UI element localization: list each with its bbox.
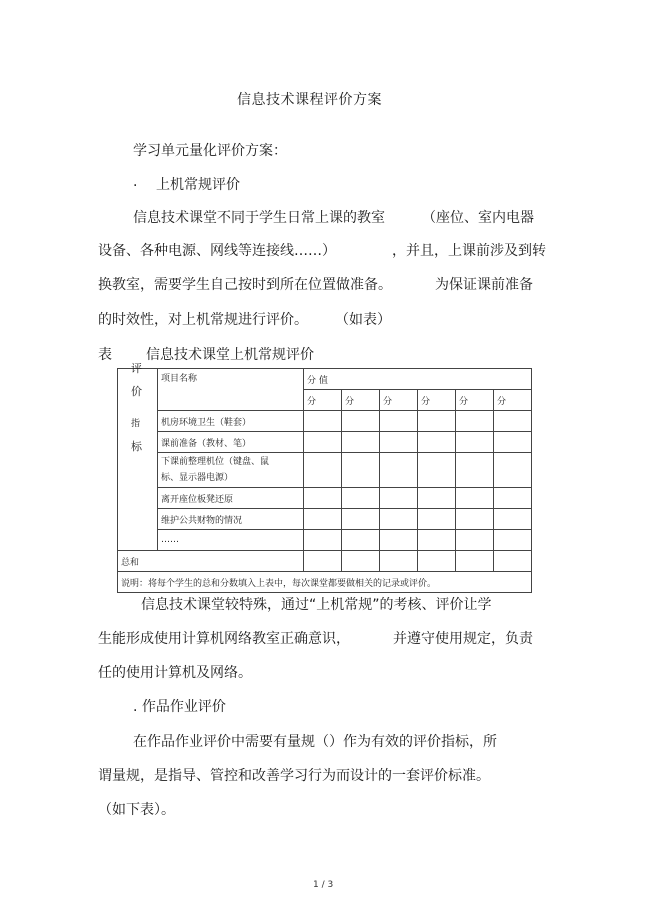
score-unit-cell: 分 [304,390,342,411]
para2-line3: 任的使用计算机及网络。 [98,665,252,681]
row-item-name: 离开座位板凳还原 [158,488,304,509]
para1-line2b: ，并且，上课前涉及到转 [392,243,546,259]
row-item-line: 下课前整理机位（键盘、鼠 [161,457,270,467]
total-row [118,551,532,572]
side-label-char: 价 [131,385,142,398]
total-label: 总和 [118,551,304,572]
table-row [118,411,532,432]
score-unit-cell: 分 [456,390,494,411]
table-row [118,488,532,509]
para1-line2a: 设备、各种电源、网线等连接线……） [98,243,336,259]
side-label-char: 指 [131,419,141,429]
section-heading: 学习单元量化评价方案： [133,143,287,159]
page-number: 1 / 3 [313,880,334,890]
table-row [118,432,532,453]
para1-line1a: 信息技术课堂不同于学生日常上课的教室 [133,210,385,226]
table-caption-prefix: 表 [98,347,112,363]
subsection-heading-1: 上机常规评价 [156,177,240,193]
para3-line3: （如下表）。 [98,802,175,818]
para3-line1: 在作品作业评价中需要有量规（）作为有效的评价指标，所 [133,734,497,750]
row-item-name: …… [158,530,304,551]
document-title: 信息技术课程评价方案 [237,92,382,108]
table-caption-title: 信息技术课堂上机常规评价 [146,347,314,363]
side-label-char: 标 [131,440,142,453]
subsection-heading-2: . 作品作业评价 [133,699,226,715]
row-item-name: 课前准备（教材、笔） [158,432,304,453]
row-item-name: 机房环境卫生（鞋套） [158,411,304,432]
score-unit-cell: 分 [342,390,380,411]
para1-line1b: （座位、室内电器 [422,210,534,226]
row-item-name: 维护公共财物的情况 [158,509,304,530]
para1-line4b: （如表） [335,312,391,328]
para1-line4a: 的时效性，对上机常规进行评价。 [98,312,308,328]
row-item-line: 标、显示器电源） [161,473,234,483]
table-row [118,509,532,530]
para3-line2: 谓量规，是指导、管控和改善学习行为而设计的一套评价标准。 [98,768,490,784]
evaluation-table [117,368,532,593]
table-row [118,453,532,488]
para2-line2b: 并遵守使用规定，负责 [393,631,533,647]
para2-line1: 信息技术课堂较特殊，通过“上机常规”的考核、评价让学 [141,597,492,613]
side-label-char: 评 [131,362,142,375]
para1-line3b: 为保证课前准备 [435,277,533,293]
header-score: 分 值 [304,369,532,390]
table-row [118,530,532,551]
para2-line2a: 生能形成使用计算机网络教室正确意识， [98,631,350,647]
header-item-name: 项目名称 [158,369,304,411]
table-header-row [118,369,532,390]
score-unit-cell: 分 [380,390,418,411]
score-unit-cell: 分 [418,390,456,411]
para1-line3a: 换教室，需要学生自己按时到所在位置做准备。 [98,277,392,293]
note-row [118,572,532,593]
table-note: 说明：将每个学生的总和分数填入上表中，每次课堂都要做相关的记录或评价。 [118,572,532,593]
row-item-name [158,453,304,488]
score-unit-cell: 分 [494,390,532,411]
subsection-bullet: . [133,174,138,190]
